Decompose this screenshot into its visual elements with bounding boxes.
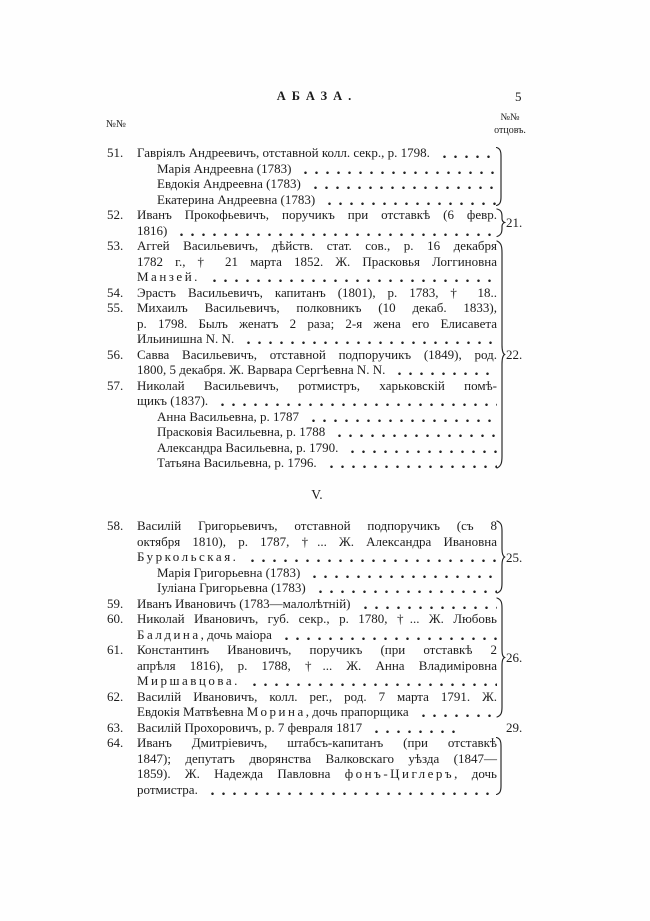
genealogy-line: Ильинишна N. N. (137, 331, 497, 347)
section-heading: V. (311, 487, 323, 502)
col-header-father-line1: №№ (500, 112, 520, 123)
entry-number: 61. (107, 642, 124, 657)
group-brace-64 (496, 737, 505, 795)
dot-leader (278, 627, 497, 643)
entry-number: 62. (107, 688, 124, 704)
genealogy-line: Александра Васильевна, р. 1790. (137, 440, 497, 456)
genealogy-line: 61. Константинъ Ивановичъ, поручикъ (при отставкѣ 2 (107, 642, 497, 657)
dot-leader (323, 455, 497, 471)
entry-number: 54. (107, 284, 124, 300)
genealogy-line: 59. Иванъ Ивановичъ (1783—малолѣтній) (137, 596, 497, 612)
entry-number: 63. (107, 719, 124, 735)
genealogy-line: Балдина, дочь маіора (137, 627, 497, 643)
genealogy-line: Евдокія Андреевна (1783) (137, 176, 497, 192)
genealogy-line: р. 1798. Былъ женатъ 2 раза; 2-я жена его Елисавета (137, 315, 497, 331)
father-number-label: 29. (506, 720, 523, 735)
dot-leader (307, 176, 497, 192)
group-brace-52 (496, 208, 506, 238)
father-number-label: 22. (506, 347, 523, 362)
dot-leader (240, 331, 497, 347)
group-brace-58 (496, 520, 506, 594)
dot-leader (244, 549, 497, 565)
col-header-father-numbers (488, 112, 532, 137)
dot-leader (297, 161, 497, 177)
group-brace-59-62 (496, 597, 506, 718)
dot-leader (206, 269, 497, 285)
genealogy-line: 57. Николай Васильевичъ, ротмистръ, харьковскій помѣ- (107, 377, 497, 393)
entry-number: 58. (107, 518, 124, 533)
entries-section-2 (107, 518, 497, 797)
dot-leader (246, 673, 497, 689)
entry-number: 59. (107, 595, 124, 611)
dot-leader (331, 424, 497, 440)
genealogy-line: 56. Савва Васильевичъ, отставной подпоручикъ (1849), род. (107, 346, 497, 362)
genealogy-line: Манзей. (137, 269, 497, 285)
genealogy-line: 1847); депутатъ дворянства Валковскаго уѣзда (1847— (137, 750, 497, 766)
dot-leader (306, 565, 497, 581)
dot-leader (204, 782, 497, 798)
genealogy-line: 1782 г., † 21 марта 1852. Ж. Прасковья Логгиновна (137, 253, 497, 269)
genealogy-line: щикъ (1837). (137, 393, 497, 409)
genealogy-line: 52. Иванъ Прокофьевичъ, поручикъ при отставкѣ (6 февр. (107, 207, 497, 222)
entry-number: 53. (107, 238, 124, 253)
genealogy-line: 1816) (137, 223, 497, 239)
entry-number: 51. (107, 145, 124, 160)
entry-number: 57. (107, 377, 124, 393)
genealogy-line: 51. Гавріялъ Андреевичъ, отставной колл. секр., р. 1798. (137, 145, 497, 161)
genealogy-line: Марія Андреевна (1783) (137, 161, 497, 177)
genealogy-line: Буркольская. (137, 549, 497, 565)
genealogy-line: октября 1810), р. 1787, †... Ж. Александра Ивановна (137, 533, 497, 549)
col-header-father-line2: отцовъ. (494, 124, 526, 136)
genealogy-line: 58. Василій Григорьевичъ, отставной подпоручикъ (съ 8 (107, 518, 497, 533)
genealogy-line: Евдокія Матвѣевна Морина, дочь прапорщика (137, 704, 497, 720)
dot-leader (173, 223, 497, 239)
genealogy-line: апрѣля 1816), р. 1788, †... Ж. Анна Владиміровна (137, 657, 497, 673)
dot-leader (415, 704, 497, 720)
entry-number: 55. (107, 300, 124, 315)
dot-leader (321, 192, 497, 208)
genealogy-line: Татьяна Васильевна, р. 1796. (137, 455, 497, 471)
genealogy-line: 60. Николай Ивановичъ, губ. секр., р. 1780, †... Ж. Любовь (107, 611, 497, 626)
group-brace-51 (496, 147, 505, 206)
genealogy-line: Екатерина Андреевна (1783) (137, 192, 497, 208)
father-number-label: 25. (506, 550, 523, 565)
dot-leader (368, 720, 455, 736)
entry-number: 56. (107, 346, 124, 362)
entry-number: 60. (107, 611, 124, 626)
genealogy-line: Анна Васильевна, р. 1787 (137, 409, 497, 425)
dot-leader (214, 393, 497, 409)
genealogy-line: 53. Аггей Васильевичъ, дѣйств. стат. сов., р. 16 декабря (107, 238, 497, 253)
genealogy-line: 63. Василій Прохоровичъ, р. 7 февраля 1817 (137, 720, 497, 736)
entry-number: 64. (107, 735, 124, 750)
genealogy-line: ротмистра. (137, 782, 497, 798)
genealogy-line: Іуліана Григорьевна (1783) (137, 580, 497, 596)
dot-leader (305, 409, 497, 425)
col-header-numbers: №№ (106, 119, 127, 130)
dot-leader (357, 596, 498, 612)
father-number-label: 21. (506, 215, 523, 230)
father-number-label: 26. (506, 650, 523, 665)
genealogy-line: 62. Василій Ивановичъ, колл. рег., род. 7 марта 1791. Ж. (107, 688, 497, 704)
page-title: АБАЗА. (276, 89, 358, 103)
genealogy-line: 1800, 5 декабря. Ж. Варвара Сергѣевна N. N. (137, 362, 497, 378)
group-brace-53-57 (496, 240, 506, 469)
genealogy-line: 64. Иванъ Дмитріевичъ, штабсъ-капитанъ (при отставкѣ (107, 735, 497, 750)
genealogy-line: 54. Эрастъ Васильевичъ, капитанъ (1801), р. 1783, † 18.. (107, 284, 497, 300)
genealogy-line: Марія Григорьевна (1783) (137, 565, 497, 581)
dot-leader (312, 580, 497, 596)
dot-leader (344, 440, 497, 456)
genealogy-line: 1859). Ж. Надежда Павловна фонъ-Циглеръ, дочь (137, 766, 497, 781)
genealogy-line: Миршавцова. (137, 673, 497, 689)
entry-number: 52. (107, 207, 124, 222)
entries-section-1 (107, 145, 497, 471)
genealogy-line: 55. Михаилъ Васильевичъ, полковникъ (10 декаб. 1833), (107, 300, 497, 315)
page-number: 5 (515, 89, 522, 104)
genealogy-line: Прасковія Васильевна, р. 1788 (137, 424, 497, 440)
dot-leader (436, 145, 497, 161)
dot-leader (391, 362, 497, 378)
